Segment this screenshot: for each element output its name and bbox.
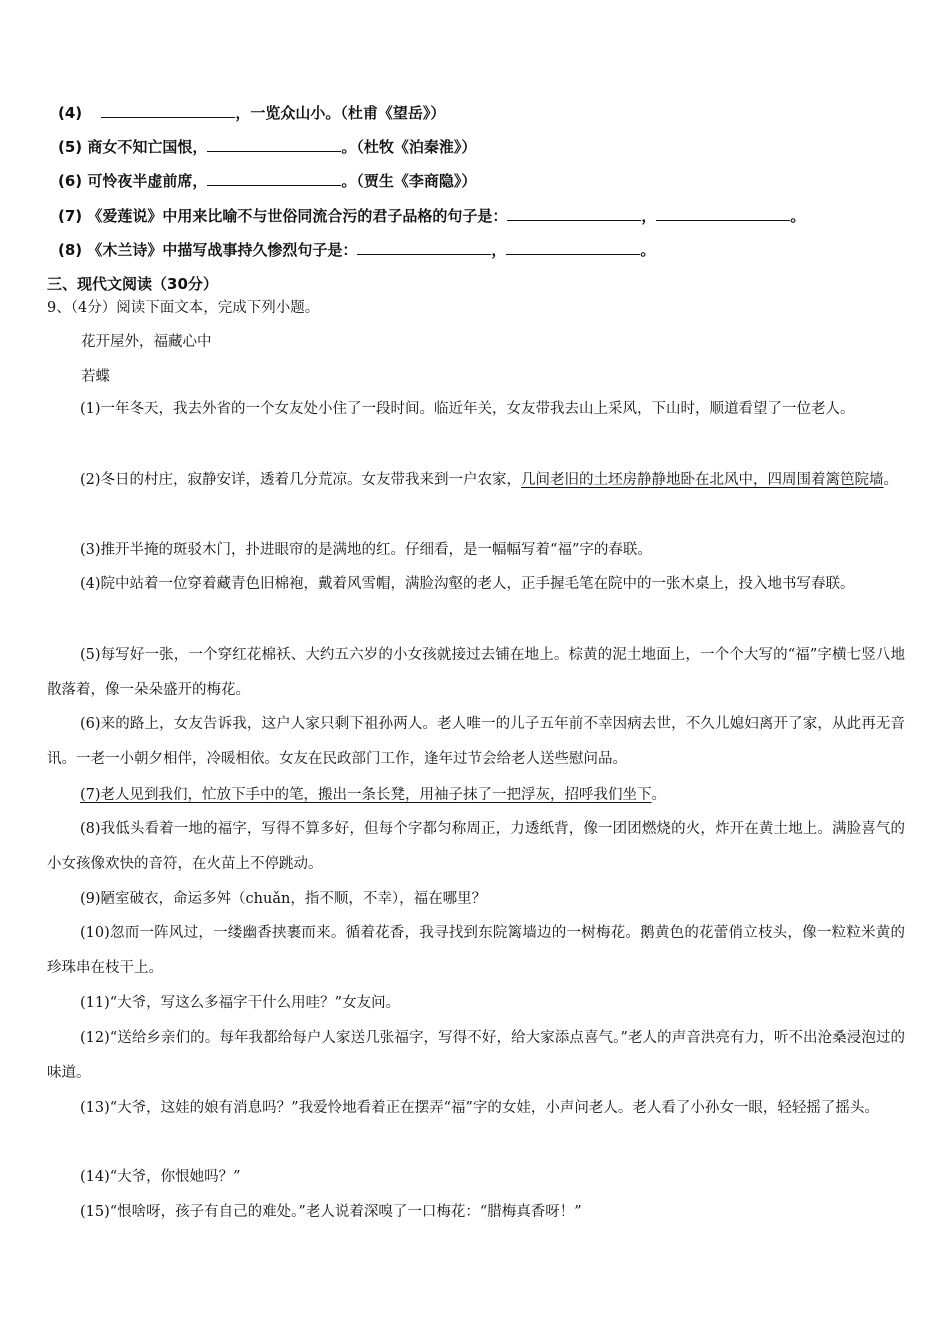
fill-item-8 <box>58 239 655 260</box>
paragraph-10: (10)忽而一阵风过，一缕幽香挟裹而来。循着花香，我寻找到东院篱墙边的一树梅花。鹅黄色的花蕾俏立枝头，像一粒粒米黄的珍珠串在枝干上。 <box>47 925 905 976</box>
item-after: 。（贾生《李商隐》） <box>341 172 477 190</box>
paragraph-5: (5)每写好一张，一个穿红花棉袄、大约五六岁的小女孩就接过去铺在地上。棕黄的泥土地面上，一个个大写的“福”字横七竖八地散落着，像一朵朵盛开的梅花。 <box>47 647 905 698</box>
answer-blank-2[interactable] <box>656 205 790 221</box>
item-number: (4) <box>58 104 83 122</box>
answer-blank[interactable] <box>207 170 341 186</box>
section-title: 三、现代文阅读（30分） <box>47 275 218 293</box>
fill-item-7 <box>58 205 805 226</box>
answer-blank[interactable] <box>207 136 341 152</box>
item-before: 《爱莲说》中用来比喻不与世俗同流合污的君子品格的句子是： <box>87 207 508 225</box>
paragraph-7: (7)老人见到我们，忙放下手中的笔，搬出一条长凳，用袖子抹了一把浮灰，招呼我们坐下。 <box>80 787 667 803</box>
paragraph-9: (9)陋室破衣，命运多舛（chuǎn，指不顺，不幸），福在哪里？ <box>80 891 487 907</box>
answer-blank[interactable] <box>101 102 235 118</box>
article-author: 若蝶 <box>81 369 110 385</box>
item-after: 。 <box>790 207 806 225</box>
item-number: (7) <box>58 207 83 225</box>
item-number: (5) <box>58 138 83 156</box>
paragraph-14: (14)“大爷，你恨她吗？” <box>80 1169 241 1185</box>
fill-item-4 <box>58 102 445 123</box>
underlined-sentence: 几间老旧的土坯房静静地卧在北风中，四周围着篱笆院墙 <box>521 472 884 488</box>
item-mid: ， <box>641 207 657 225</box>
answer-blank-2[interactable] <box>506 239 640 255</box>
paragraph-2: (2)冬日的村庄，寂静安详，透着几分荒凉。女友带我来到一户农家，几间老旧的土坯房静静地卧在北风中，四周围着篱笆院墙。 <box>80 472 899 488</box>
paragraph-1: (1)一年冬天，我去外省的一个女友处小住了一段时间。临近年关，女友带我去山上采风，下山时，顺道看望了一位老人。 <box>80 401 855 417</box>
item-number: (8) <box>58 241 83 259</box>
item-after: ，一览众山小。（杜甫《望岳》） <box>235 104 446 122</box>
item-after: 。 <box>640 241 656 259</box>
article-title: 花开屋外，福藏心中 <box>81 334 212 350</box>
paragraph-8: (8)我低头看着一地的福字，写得不算多好，但每个字都匀称周正，力透纸背，像一团团燃烧的火，炸开在黄土地上。满脸喜气的小女孩像欢快的音符，在火苗上不停跳动。 <box>47 821 905 872</box>
answer-blank-1[interactable] <box>357 239 491 255</box>
paragraph-3: (3)推开半掩的斑驳木门，扑进眼帘的是满地的红。仔细看，是一幅幅写着“福”字的春联。 <box>80 542 652 558</box>
item-before: 可怜夜半虚前席， <box>87 172 208 190</box>
fill-item-6 <box>58 170 476 191</box>
paragraph-12: (12)“送给乡亲们的。每年我都给每户人家送几张福字，写得不好，给大家添点喜气。”老人的声音洪亮有力，听不出沧桑浸泡过的味道。 <box>47 1030 905 1081</box>
item-before: 《木兰诗》中描写战事持久惨烈句子是： <box>87 241 358 259</box>
paragraph-6: (6)来的路上，女友告诉我，这户人家只剩下祖孙两人。老人唯一的儿子五年前不幸因病去世，不久儿媳妇离开了家，从此再无音讯。一老一小朝夕相伴，冷暖相依。女友在民政部门工作，逢年过节会给老人送些慰问品。 <box>47 716 905 767</box>
item-number: (6) <box>58 172 83 190</box>
underlined-sentence: (7)老人见到我们，忙放下手中的笔，搬出一条长凳，用袖子抹了一把浮灰，招呼我们坐下 <box>80 787 652 803</box>
paragraph-15: (15)“恨啥呀，孩子有自己的难处。”老人说着深嗅了一口梅花：“腊梅真香呀！” <box>80 1204 582 1220</box>
paragraph-4: (4)院中站着一位穿着藏青色旧棉袍，戴着风雪帽，满脸沟壑的老人，正手握毛笔在院中的一张木桌上，投入地书写春联。 <box>80 576 855 592</box>
paragraph-11: (11)“大爷，写这么多福字干什么用哇？”女友问。 <box>80 995 401 1011</box>
fill-item-5 <box>58 136 476 157</box>
question-instruction: 9、（4分）阅读下面文本，完成下列小题。 <box>47 300 320 316</box>
item-before: 商女不知亡国恨， <box>87 138 208 156</box>
answer-blank-1[interactable] <box>507 205 641 221</box>
paragraph-13: (13)“大爷，这娃的娘有消息吗？”我爱怜地看着正在摆弄“福”字的女娃，小声问老人。老人看了小孙女一眼，轻轻摇了摇头。 <box>80 1100 879 1116</box>
item-mid: ， <box>491 241 507 259</box>
item-after: 。（杜牧《泊秦淮》） <box>341 138 477 156</box>
